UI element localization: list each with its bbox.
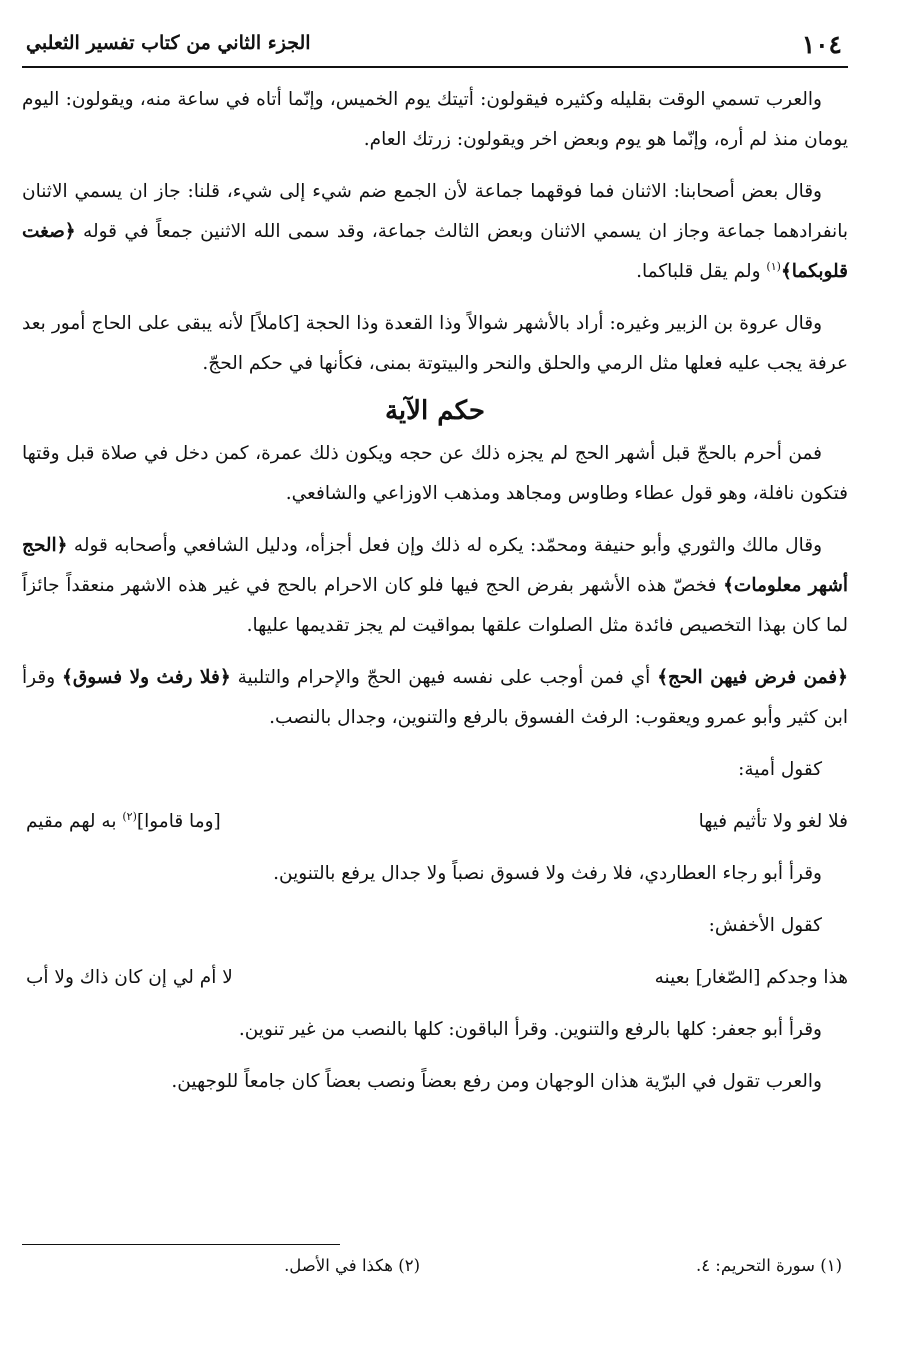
footnote-2-number: (٢) [398, 1256, 420, 1275]
footnote-ref-1: (١) [766, 259, 781, 273]
page-body [22, 80, 848, 1114]
paragraph-6 [22, 658, 848, 738]
header-rule [22, 66, 848, 68]
paragraph-4: فمن أحرم بالحجّ قبل أشهر الحج لم يجزه ذلك عن حجه ويكون ذلك عمرة، كمن دخل في صلاة قبل وقتها فتكون نافلة، وهو قول عطاء وطاوس ومجاهد ومذهب الاوزاعي والشافعي. [22, 443, 848, 504]
verse-intro-1: كقول أمية: [738, 759, 822, 780]
running-title: الجزء الثاني من كتاب تفسير الثعلبي [26, 32, 311, 54]
footnote-1-number: (١) [820, 1256, 842, 1275]
paragraph-9: والعرب تقول في البرّية هذان الوجهان ومن رفع بعضاً ونصب بعضاً كان جامعاً للوجهين. [171, 1071, 822, 1092]
paragraph-2 [22, 172, 848, 292]
footnote-2 [284, 1256, 420, 1275]
footnote-rule [22, 1244, 340, 1245]
paragraph-5-tail: فخصّ هذه الأشهر بفرض الحج فيها فلو كان الاحرام بالحج في غير هذه الاشهر منعقداً جائزاً لما كان بهذا التخصيص فائدة مثل الصلوات علقها بمواقيت لم يجز تقديمها عليها. [22, 575, 848, 636]
verse-1-tail: به لهم مقيم [26, 811, 117, 832]
poetry-verse-2 [22, 958, 848, 998]
footnote-2-text: هكذا في الأصل. [284, 1256, 393, 1275]
paragraph-5-text: وقال مالك والثوري وأبو حنيفة ومحمّد: يكره له ذلك وإن فعل أجزأه، ودليل الشافعي وأصحابه قوله [73, 535, 823, 556]
verse-intro-2: كقول الأخفش: [708, 915, 822, 936]
paragraph-2-text: وقال بعض أصحابنا: الاثنان فما فوقهما جماعة لأن الجمع ضم شيء إلى شيء، قلنا: جاز ان يسمي الاثنان بانفرادهما جماعة وجاز ان يسمي الاثنان وبعض الثالث جماعة، وقد سمى الله الاثنين جمعاً في قوله [22, 181, 848, 242]
quran-quote: ﴿صغت قلوبكما﴾ [22, 221, 848, 282]
paragraph-6-text: أي فمن أوجب على نفسه فيهن الحجّ والإحرام والتلبية [237, 667, 651, 688]
page-header [22, 18, 848, 66]
paragraph-5 [22, 526, 848, 646]
paragraph-6-tail: وقرأ ابن كثير وأبو عمرو ويعقوب: الرفث الفسوق بالرفع والتنوين، وجدال بالنصب. [22, 667, 848, 728]
quran-quote: ﴿الحج أشهر معلومات﴾ [22, 535, 848, 596]
footnote-1 [696, 1256, 842, 1275]
quran-quote: ﴿فلا رفث ولا فسوق﴾ [62, 667, 231, 688]
verse-1-first-hemistich: فلا لغو ولا تأثيم فيها [698, 811, 848, 832]
verse-1-bracket: [وما قاموا] [136, 811, 221, 832]
paragraph-7: وقرأ أبو رجاء العطاردي، فلا رفث ولا فسوق نصباً ولا جدال يرفع بالتنوين. [273, 863, 822, 884]
page-number: ١٠٤ [801, 30, 842, 59]
paragraph-8: وقرأ أبو جعفر: كلها بالرفع والتنوين. وقرأ الباقون: كلها بالنصب من غير تنوين. [238, 1019, 822, 1040]
footnote-1-text: سورة التحريم: ٤. [695, 1256, 815, 1275]
quran-quote: ﴿فمن فرض فيهن الحج﴾ [657, 667, 848, 688]
verse-2-second-hemistich: لا أم لي إن كان ذاك ولا أب [26, 967, 233, 988]
verse-1-second-hemistich [26, 802, 221, 842]
paragraph-2-tail: ولم يقل قلباكما. [636, 261, 761, 282]
paragraph-1: والعرب تسمي الوقت بقليله وكثيره فيقولون: أتيتك يوم الخميس، وإنّما أتاه في ساعة منه، ويقولون: اليوم يومان منذ لم أره، وإنّما هو يوم وبعض اخر ويقولون: زرتك العام. [22, 89, 848, 150]
verse-2-first-hemistich: هذا وجدكم [الصّغار] بعينه [654, 967, 848, 988]
footnote-ref-2: (٢) [122, 809, 137, 823]
section-heading: حكم الآية [384, 396, 485, 426]
footnotes [22, 1256, 848, 1286]
paragraph-3: وقال عروة بن الزبير وغيره: أراد بالأشهر شوالاً وذا القعدة وذا الحجة [كاملاً] لأنه يبقى على الحاج أمور بعد عرفة يجب عليه فعلها مثل الرمي والحلق والنحر والبيتوتة بمنى، فكأنها في حكم الحجّ. [22, 313, 848, 374]
poetry-verse-1 [22, 802, 848, 842]
